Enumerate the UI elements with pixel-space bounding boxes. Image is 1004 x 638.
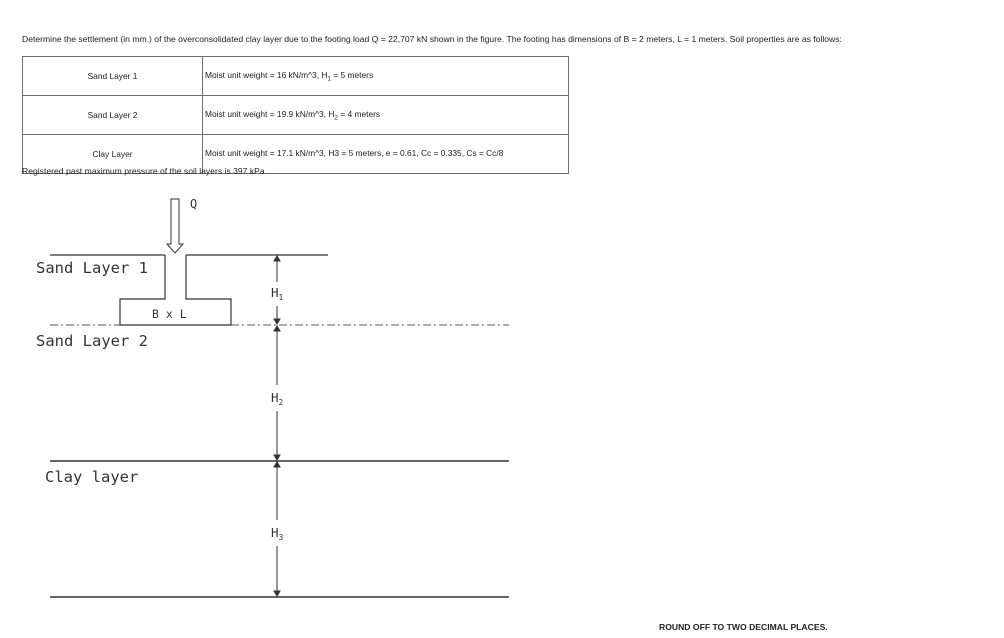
footing-label: B x L [152,307,187,321]
arrow-down-icon [274,319,280,324]
layer-properties: Moist unit weight = 19.9 kN/m^3, $H_2 = 4$ meters [203,96,569,135]
layer-properties: Moist unit weight = 16 kN/m^3, $H_1 = 5$ meters [203,57,569,96]
rounding-instruction: ROUND OFF TO TWO DECIMAL PLACES. [659,622,828,632]
sand-layer-2-label: Sand Layer 2 [36,332,148,350]
layer-name: Clay Layer [23,135,203,174]
problem-statement: Determine the settlement (in mm.) of the overconsolidated clay layer due to the footing load Q = 22,707 kN shown in the figure. The footing has dimensions of B = 2 meters, L = 1 meters. Soil properties are as follows: [22,34,842,44]
arrow-up-icon [274,462,280,467]
sand-layer-1-label: Sand Layer 1 [36,259,148,277]
layer-name: Sand Layer 2 [23,96,203,135]
arrow-up-icon [274,326,280,331]
arrow-down-icon [274,455,280,460]
arrow-up-icon [274,256,280,261]
load-arrow-icon [167,199,183,253]
h1-label: $H_1$ [271,285,284,302]
load-label: Q [190,197,198,211]
arrow-down-icon [274,591,280,596]
layer-properties: Moist unit weight = 17.1 kN/m^3, H3 = 5 meters, e = 0.61, Cc = 0.335, Cs = Cc/8 [203,135,569,174]
preconsolidation-note: Registered past maximum pressure of the soil layers is 397 kPa [22,166,265,176]
h2-label: $H_2$ [271,390,284,407]
clay-layer-label: Clay layer [45,468,139,486]
layer-name: Sand Layer 1 [23,57,203,96]
h3-label: $H_3$ [271,525,284,542]
